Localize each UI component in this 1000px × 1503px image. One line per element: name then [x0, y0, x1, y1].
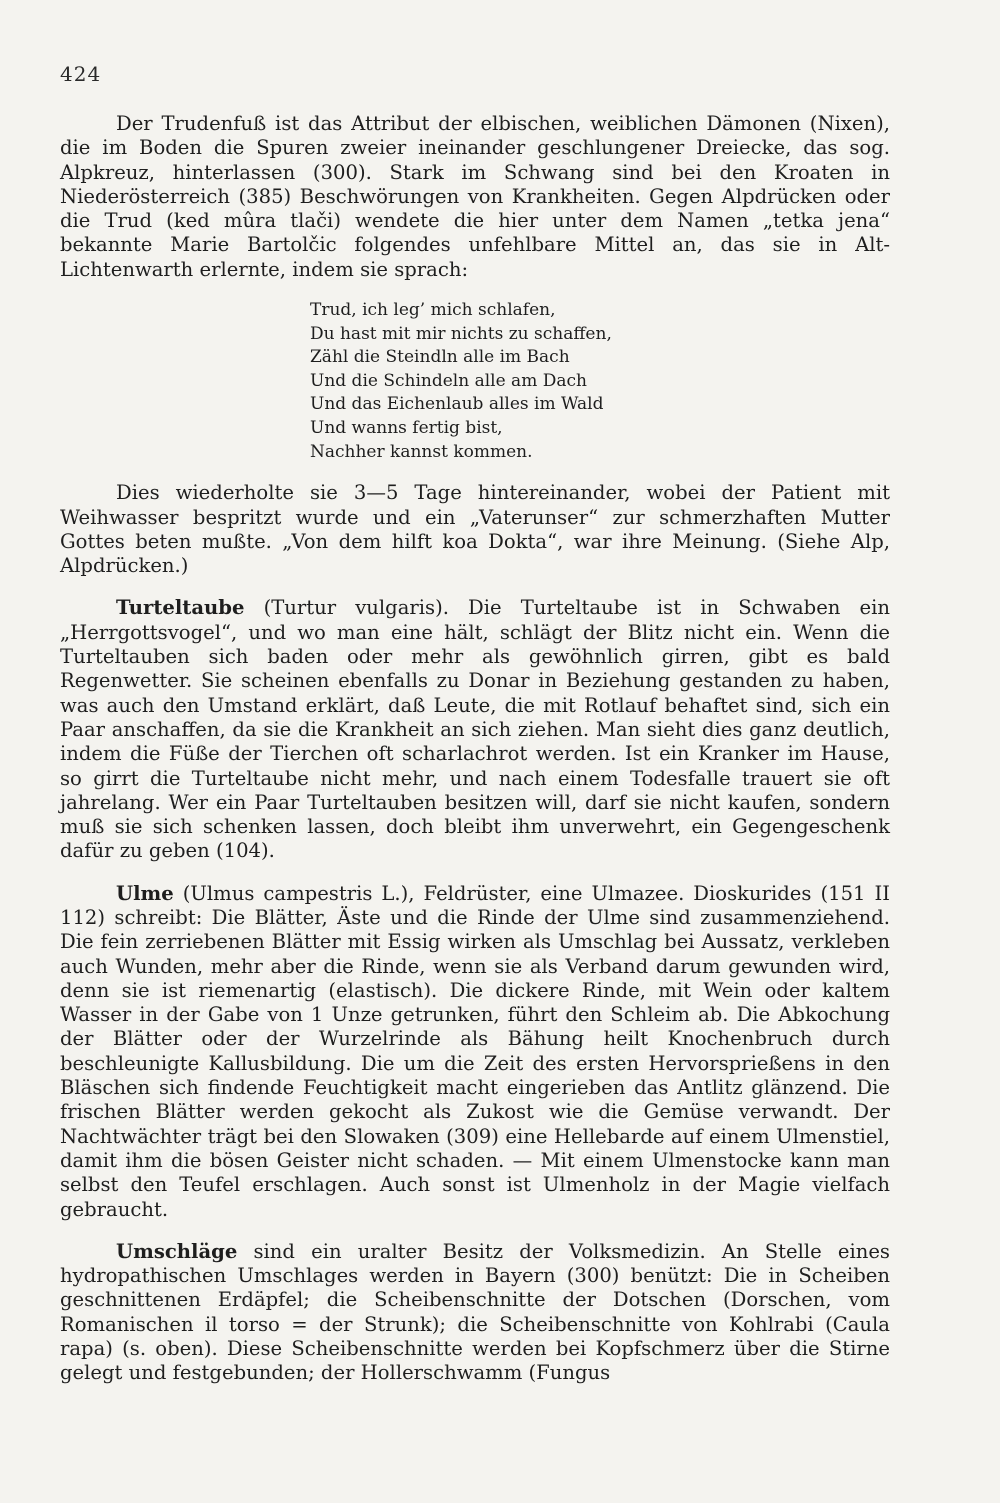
entry-umschlaege: [60, 1240, 890, 1386]
page-number: 424: [60, 62, 102, 86]
headword: Turteltaube: [116, 596, 245, 620]
poem-line: Zähl die Steindln alle im Bach: [310, 347, 570, 368]
paragraph-repetition: Dies wiederholte sie 3—5 Tage hintereinander, wobei der Patient mit Weihwasser bespritzt wurde und ein „Vaterunser“ zur schmerzhaften Mutter Gottes beten mußte. „Von dem hilft koa Dokta“, war ihre Meinung. (Siehe Alp, Alpdrücken.): [60, 481, 890, 578]
poem-line: Du hast mit mir nichts zu schaffen,: [310, 323, 612, 344]
entry-text: (Turtur vulgaris). Die Turteltaube ist in Schwaben ein „Herrgottsvogel“, und wo man eine hält, schlägt der Blitz nicht ein. Wenn die Turteltauben sich baden oder mehr als gewöhnlich girren, gibt es bald Regenwetter. Sie scheinen ebenfalls zu Donar in Beziehung gestanden zu haben, was auch den Umstand erklärt, daß Leute, die mit Rotlauf behaftet sind, sich ein Paar anschaffen, da sie die Krankheit an sich ziehen. Man sieht dies ganz deutlich, indem die Füße der Tierchen oft scharlachrot werden. Ist ein Kranker im Hause, so girrt die Turteltaube nicht mehr, und nach einem Todesfalle trauert sie oft jahrelang. Wer ein Paar Turteltauben besitzen will, darf sie nicht kaufen, sondern muß sie sich schenken lassen, doch bleibt ihm unverwehrt, ein Gegengeschenk dafür zu geben (104).: [60, 596, 890, 863]
poem-line: Trud, ich leg’ mich schlafen,: [310, 300, 556, 321]
poem-line: Und wanns fertig bist,: [310, 418, 503, 439]
poem-line: Nachher kannst kommen.: [310, 441, 533, 462]
page-body: [60, 112, 890, 1386]
incantation-poem: [310, 299, 890, 464]
entry-ulme: [60, 882, 890, 1222]
headword: Ulme: [116, 881, 174, 905]
entry-text: sind ein uralter Besitz der Volksmedizin. An Stelle eines hydropathischen Umschlages werden in Bayern (300) benützt: Die in Scheiben geschnittenen Erdäpfel; die Scheibenschnitte der Dotschen (Dorschen, vom Romanischen il torso = der Strunk); die Scheibenschnitte von Kohlrabi (Caula rapa) (s. oben). Diese Scheibenschnitte werden bei Kopfschmerz über die Stirne gelegt und festgebunden; der Hollerschwamm (Fungus: [60, 1239, 890, 1385]
headword: Umschläge: [116, 1239, 238, 1263]
entry-text: (Ulmus campestris L.), Feldrüster, eine Ulmazee. Dioskurides (151 II 112) schreibt: Die Blätter, Äste und die Rinde der Ulme sind zusammenziehend. Die fein zerriebenen Blätter mit Essig wirken als Umschlag bei Aussatz, verkleben auch Wunden, mehr aber die Rinde, wenn sie als Verband darum gewunden wird, denn sie ist riemenartig (elastisch). Die dickere Rinde, mit Wein oder kaltem Wasser in der Gabe von 1 Unze getrunken, führt den Schleim ab. Die Abkochung der Blätter oder der Wurzelrinde als Bähung heilt Knochenbruch durch beschleunigte Kallusbildung. Die um die Zeit des ersten Hervorsprießens in den Bläschen sich findende Feuchtigkeit macht eingerieben das Antlitz glänzend. Die frischen Blätter werden gekocht als Zukost wie die Gemüse verwandt. Der Nachtwächter trägt bei den Slowaken (309) eine Hellebarde auf einem Ulmenstiel, damit ihm die bösen Geister nicht schaden. — Mit einem Ulmenstocke kann man selbst den Teufel erschlagen. Auch sonst ist Ulmenholz in der Magie vielfach gebraucht.: [60, 881, 890, 1221]
entry-turteltaube: [60, 596, 890, 863]
paragraph-trudenfuss: Der Trudenfuß ist das Attribut der elbischen, weiblichen Dämonen (Nixen), die im Boden die Spuren zweier ineinander geschlungener Dreiecke, das sog. Alpkreuz, hinterlassen (300). Stark im Schwang sind bei den Kroaten in Niederösterreich (385) Beschwörungen von Krankheiten. Gegen Alpdrücken oder die Trud (ked mûra tlači) wendete die hier unter dem Namen „tetka jena“ bekannte Marie Bartolčic folgendes unfehlbare Mittel an, das sie in Alt-Lichtenwarth erlernte, indem sie sprach:: [60, 112, 890, 281]
poem-line: Und das Eichenlaub alles im Wald: [310, 394, 604, 415]
poem-line: Und die Schindeln alle am Dach: [310, 370, 587, 391]
